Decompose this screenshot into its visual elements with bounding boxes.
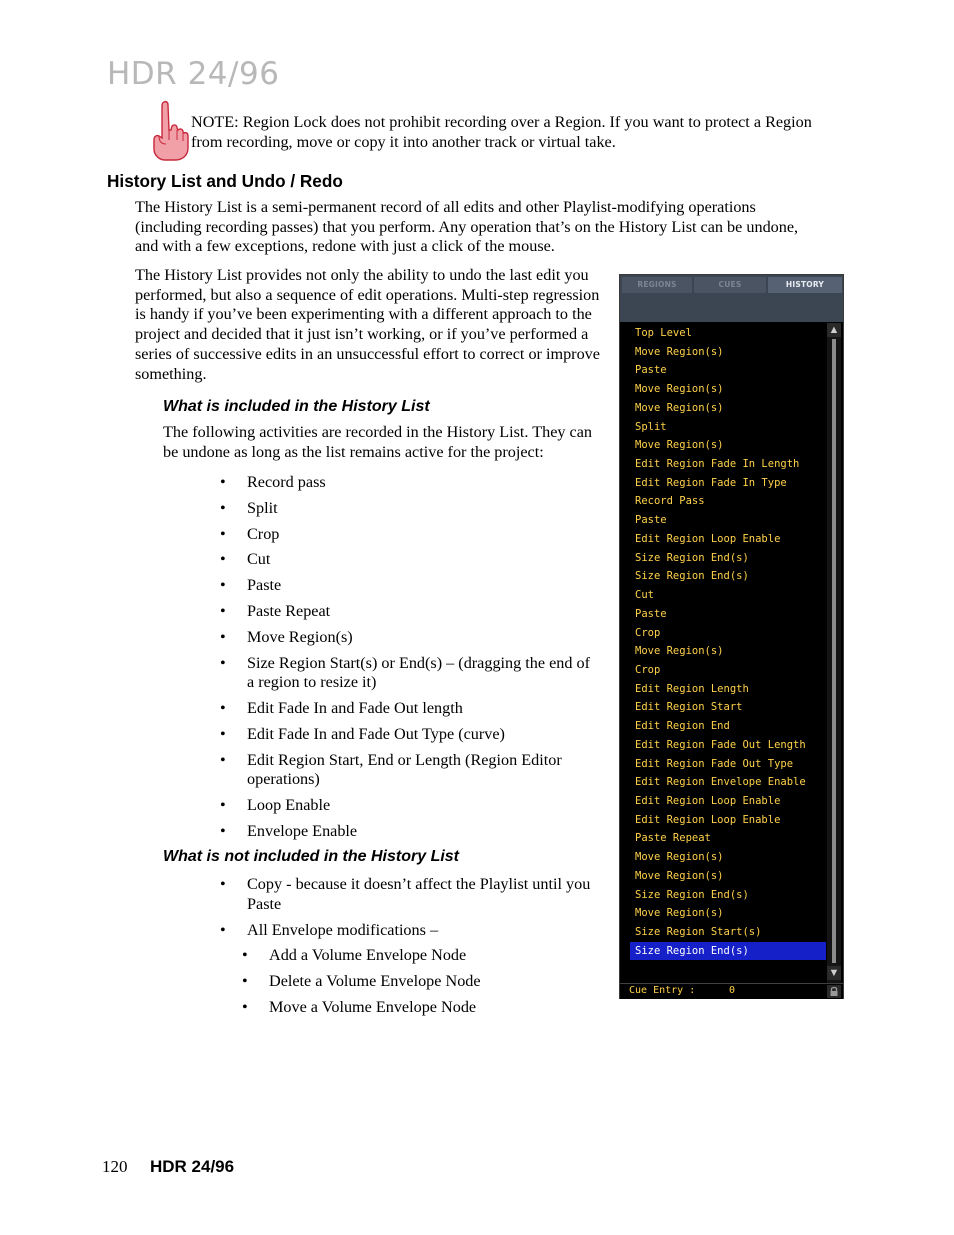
history-list-item[interactable]: Move Region(s) (635, 401, 724, 414)
history-scrollbar[interactable] (827, 323, 841, 983)
included-list-item (220, 550, 600, 570)
history-list-item[interactable]: Size Region End(s) (635, 888, 749, 901)
history-list-item[interactable]: Split (635, 420, 667, 433)
not-included-heading: What is not included in the History List (163, 848, 460, 865)
bullet-icon: • (220, 524, 226, 543)
bullet-icon: • (242, 997, 248, 1016)
section-paragraph-2: The History List provides not only the ability to undo the last edit you performed, but also a sequence of edit operations. Multi-step regression is handy if you’ve been experimenting with a different approach to the project and decided that it just isn’t working, or if you’ve performed a series of successive edits in an unsuccessful effort to correct or improve something. (135, 266, 600, 383)
history-list-item[interactable]: Paste (635, 607, 667, 620)
bullet-icon: • (220, 627, 226, 646)
included-list-item-text: Crop (247, 524, 280, 543)
scroll-up-arrow-icon[interactable]: ▲ (828, 324, 840, 336)
bullet-icon: • (220, 796, 226, 815)
included-list-item (220, 725, 600, 745)
included-list-item-text: Paste Repeat (247, 601, 331, 620)
included-list-item (220, 576, 600, 596)
bullet-icon: • (220, 498, 226, 517)
bullet-icon: • (220, 920, 226, 939)
history-list-item[interactable]: Cut (635, 589, 654, 602)
included-list-item (220, 628, 600, 648)
section-heading: History List and Undo / Redo (107, 171, 343, 191)
envelope-sub-list (242, 946, 602, 1023)
history-list-item[interactable]: Crop (635, 663, 661, 676)
note-text: NOTE: Region Lock does not prohibit recording over a Region. If you want to protect a Region from recording, move or copy it into another track or virtual take. (191, 113, 812, 151)
bullet-icon: • (220, 875, 226, 893)
history-list-item[interactable]: Edit Region Loop Enable (635, 794, 781, 807)
page-number: 120 (102, 1157, 128, 1176)
history-list-item[interactable]: Size Region End(s) (635, 570, 749, 583)
cue-entry-label: Cue Entry : (629, 985, 696, 996)
bullet-icon: • (242, 946, 248, 964)
history-list-item[interactable]: Move Region(s) (635, 851, 724, 864)
included-list-item (220, 602, 600, 622)
bullet-icon: • (220, 550, 226, 569)
pointing-hand-icon (150, 100, 190, 162)
envelope-sub-item-text: Move a Volume Envelope Node (269, 997, 477, 1016)
included-list-item (220, 822, 600, 842)
history-list-item[interactable]: Size Region End(s) (630, 942, 826, 961)
history-list-item[interactable]: Top Level (635, 327, 692, 339)
history-list-item[interactable]: Edit Region End (635, 720, 730, 733)
included-list-item (220, 525, 600, 545)
page-header-title: HDR 24/96 (107, 56, 280, 92)
bullet-icon: • (220, 821, 226, 840)
scroll-down-arrow-icon[interactable]: ▼ (828, 967, 840, 979)
history-list-item[interactable]: Edit Region Fade Out Type (635, 757, 794, 770)
cue-entry-value[interactable]: 0 (729, 985, 736, 996)
not-included-list-item (220, 921, 600, 941)
history-list-item[interactable]: Move Region(s) (635, 869, 724, 882)
footer-title: HDR 24/96 (150, 1157, 235, 1176)
bullet-icon: • (220, 653, 226, 672)
included-list-item-text: Move Region(s) (247, 627, 353, 646)
bullet-icon: • (220, 750, 226, 769)
included-list-item-text: Size Region Start(s) or End(s) – (dragging the end of a region to resize it) (247, 653, 591, 692)
included-list-item (220, 699, 600, 719)
history-list-item[interactable]: Edit Region Loop Enable (635, 532, 781, 545)
envelope-sub-item-text: Add a Volume Envelope Node (269, 946, 467, 964)
tab-cues[interactable]: CUES (694, 277, 766, 293)
lock-icon[interactable] (827, 985, 841, 998)
history-list-item[interactable]: Edit Region Fade Out Length (635, 738, 806, 751)
bullet-icon: • (220, 473, 226, 491)
history-list-item[interactable]: Move Region(s) (635, 907, 724, 920)
history-list-item[interactable]: Move Region(s) (635, 383, 724, 396)
included-list-item-text: Edit Region Start, End or Length (Region Editor operations) (247, 750, 562, 789)
bullet-icon: • (220, 601, 226, 620)
envelope-sub-item-text: Delete a Volume Envelope Node (269, 971, 481, 990)
included-list-item (220, 499, 600, 519)
scroll-track[interactable] (832, 339, 836, 963)
included-list-item-text: Record pass (247, 473, 326, 491)
history-list-item[interactable]: Edit Region Fade In Length (635, 458, 800, 471)
history-list-item[interactable]: Record Pass (635, 495, 705, 508)
bullet-icon: • (220, 576, 226, 595)
included-list-item-text: Split (247, 498, 278, 517)
history-list-item[interactable]: Edit Region Length (635, 682, 749, 695)
history-list-item[interactable]: Paste (635, 514, 667, 527)
included-list-item (220, 473, 600, 493)
included-list-item-text: Edit Fade In and Fade Out length (247, 699, 463, 718)
history-list-item[interactable]: Paste (635, 364, 667, 377)
panel-tab-bar (620, 275, 843, 322)
history-list-item[interactable]: Crop (635, 626, 661, 639)
not-included-list-item (220, 875, 600, 914)
bullet-icon: • (220, 724, 226, 743)
history-list-item[interactable]: Size Region Start(s) (635, 926, 762, 938)
history-list-item[interactable]: Move Region(s) (635, 345, 724, 358)
included-list-item-text: Paste (247, 576, 282, 595)
history-list-item[interactable]: Edit Region Fade In Type (635, 476, 787, 489)
included-list-item (220, 796, 600, 816)
not-included-list-item-text: All Envelope modifications – (247, 920, 439, 939)
included-list-item (220, 751, 600, 790)
history-panel (619, 274, 844, 999)
history-list-item[interactable]: Move Region(s) (635, 645, 724, 658)
history-list-item[interactable]: Move Region(s) (635, 439, 724, 452)
included-list-item (220, 654, 600, 693)
history-list-item[interactable]: Edit Region Envelope Enable (635, 776, 806, 789)
history-list-item[interactable]: Edit Region Start (635, 701, 743, 714)
included-heading: What is included in the History List (163, 398, 430, 415)
cue-entry-bar (620, 983, 843, 999)
tab-history[interactable]: HISTORY (768, 277, 842, 293)
not-included-list (220, 875, 600, 946)
history-list (630, 324, 826, 960)
history-list-item[interactable]: Edit Region Loop Enable (635, 813, 781, 826)
not-included-list-item-text: Copy - because it doesn’t affect the Playlist until you Paste (247, 875, 591, 913)
bullet-icon: • (242, 971, 248, 990)
envelope-sub-item (242, 998, 602, 1018)
included-list-item-text: Loop Enable (247, 796, 331, 815)
history-list-item[interactable]: Size Region End(s) (635, 551, 749, 564)
history-list-item[interactable]: Paste Repeat (635, 832, 711, 845)
bullet-icon: • (220, 699, 226, 718)
included-list-item-text: Cut (247, 550, 271, 569)
included-intro: The following activities are recorded in the History List. They can be undone as long as the list remains active for the project: (163, 423, 592, 461)
envelope-sub-item (242, 972, 602, 992)
tab-regions[interactable]: REGIONS (622, 277, 692, 293)
included-list-item-text: Envelope Enable (247, 821, 358, 840)
envelope-sub-item (242, 946, 602, 966)
included-list-item-text: Edit Fade In and Fade Out Type (curve) (247, 724, 505, 743)
included-list (220, 473, 600, 848)
section-intro-paragraph: The History List is a semi-permanent record of all edits and other Playlist-modifying operations (including recording passes) that you perform. Any operation that’s on the History List can be undone, and with a few exceptions, redone with just a click of the mouse. (135, 198, 799, 256)
